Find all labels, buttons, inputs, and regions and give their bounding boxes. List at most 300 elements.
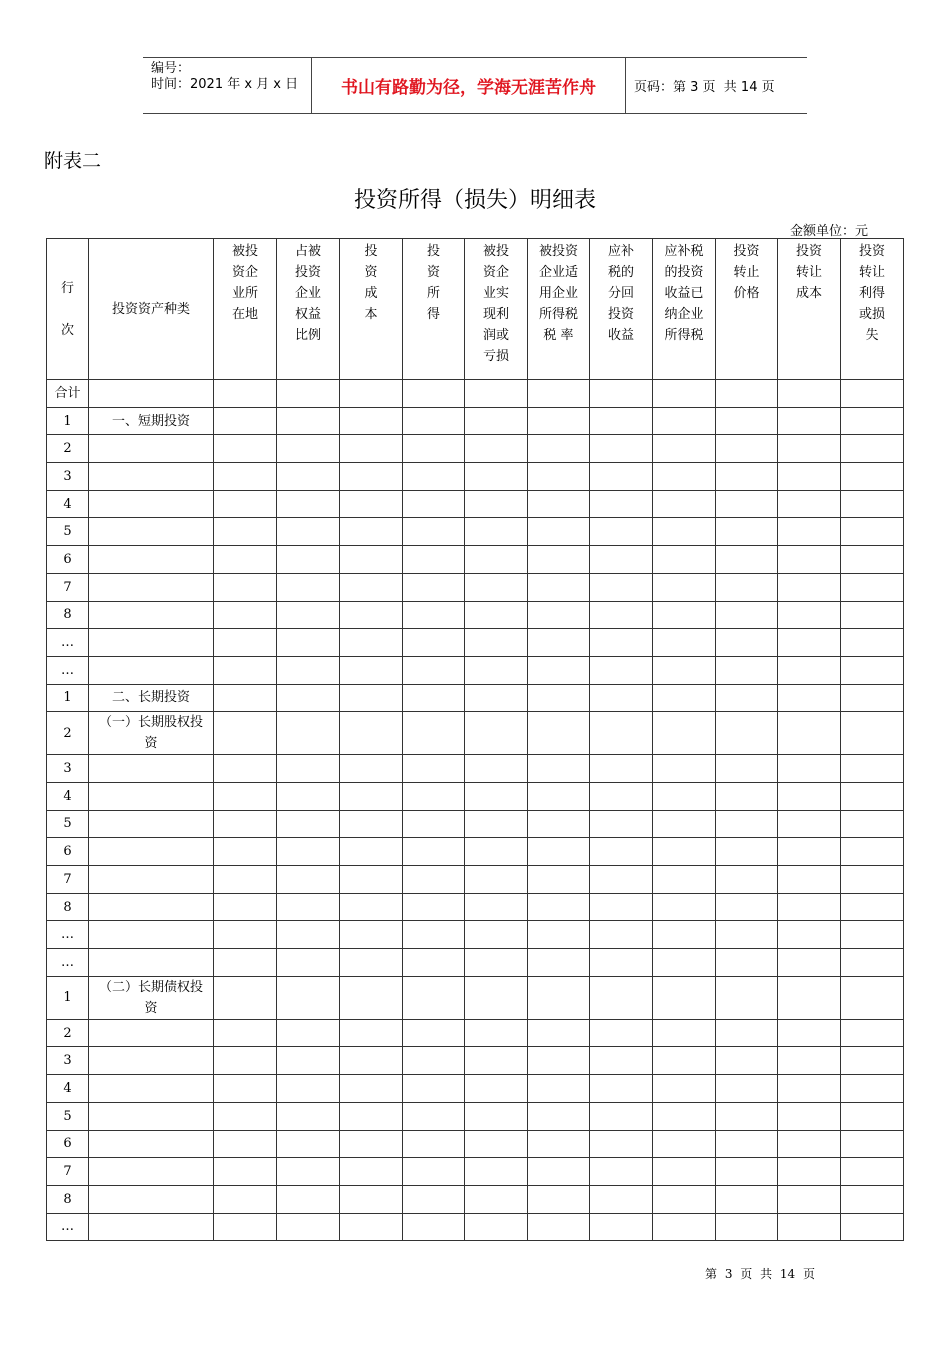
table-cell [590,921,653,949]
table-cell [841,546,904,574]
table-cell [340,407,403,435]
table-cell [590,782,653,810]
table-cell [528,1213,590,1241]
table-cell [716,684,778,712]
table-cell [403,573,465,601]
table-cell [778,782,841,810]
table-row [47,546,904,574]
table-cell [653,380,716,408]
table-cell [716,755,778,783]
table-cell [528,601,590,629]
table-cell [778,712,841,755]
table-cell [590,810,653,838]
table-cell [778,1019,841,1047]
table-cell [653,490,716,518]
header-col-text: 投 资 所 得 [426,244,440,322]
table-cell [716,1075,778,1103]
header-col-1 [214,239,277,380]
table-cell [340,782,403,810]
table-cell [653,656,716,684]
table-cell [590,684,653,712]
row-category [89,866,214,894]
table-cell [778,1158,841,1186]
table-cell [590,893,653,921]
table-cell [528,463,590,491]
table-cell [653,893,716,921]
table-cell [528,684,590,712]
table-cell [340,755,403,783]
table-cell [277,755,340,783]
table-cell [403,893,465,921]
table-cell [716,838,778,866]
table-cell [403,949,465,977]
table-cell [340,712,403,755]
table-cell [590,838,653,866]
table-cell [716,782,778,810]
table-cell [841,656,904,684]
table-cell [465,949,528,977]
table-cell [465,656,528,684]
table-cell [716,546,778,574]
table-cell [340,518,403,546]
table-cell [716,1019,778,1047]
table-cell [778,463,841,491]
table-cell [214,656,277,684]
table-cell [778,1213,841,1241]
table-cell [778,1130,841,1158]
table-cell [528,921,590,949]
table-row [47,712,904,755]
table-cell [465,463,528,491]
table-cell [590,755,653,783]
table-cell [340,490,403,518]
table-cell [653,1102,716,1130]
table-cell [528,573,590,601]
row-number: 合计 [47,380,89,408]
table-cell [528,838,590,866]
table-cell [465,490,528,518]
table-cell [653,1075,716,1103]
table-cell [214,380,277,408]
table-cell [778,601,841,629]
table-cell [340,838,403,866]
header-motto [312,58,626,113]
table-cell [214,755,277,783]
table-cell [716,810,778,838]
table-cell [340,1019,403,1047]
table-cell [590,601,653,629]
row-category [89,893,214,921]
table-cell [778,1185,841,1213]
table-cell [716,1185,778,1213]
table-cell [403,518,465,546]
table-cell [465,976,528,1019]
table-cell [841,921,904,949]
table-cell [340,976,403,1019]
table-cell [590,866,653,894]
table-cell [465,601,528,629]
table-cell [653,976,716,1019]
table-cell [277,546,340,574]
table-cell [403,1047,465,1075]
table-cell [590,656,653,684]
table-cell [528,656,590,684]
table-cell [528,1075,590,1103]
table-cell [590,976,653,1019]
table-header-row [47,239,904,380]
table-cell [590,1213,653,1241]
header-col-9 [716,239,778,380]
table-cell [590,1158,653,1186]
table-cell [653,1019,716,1047]
row-category [89,490,214,518]
table-cell [277,601,340,629]
table-cell [214,1213,277,1241]
table-cell [778,435,841,463]
table-cell [340,546,403,574]
table-cell [214,1158,277,1186]
table-cell [340,1158,403,1186]
table-cell [528,1047,590,1075]
row-category [89,810,214,838]
table-row [47,1213,904,1241]
table-cell [277,380,340,408]
table-cell [590,490,653,518]
table-cell [403,1075,465,1103]
table-cell [214,463,277,491]
header-col-7 [590,239,653,380]
table-cell [214,712,277,755]
table-cell [214,866,277,894]
table-cell [277,838,340,866]
table-cell [214,490,277,518]
table-cell [340,810,403,838]
table-cell [528,518,590,546]
table-cell [340,463,403,491]
table-cell [841,755,904,783]
table-cell [653,866,716,894]
table-cell [590,1047,653,1075]
header-left [143,58,312,113]
table-cell [528,1185,590,1213]
table-row [47,463,904,491]
table-cell [465,1075,528,1103]
table-cell [716,976,778,1019]
table-cell [340,949,403,977]
appendix-label: 附表二 [44,150,102,172]
table-cell [465,546,528,574]
table-cell [528,893,590,921]
table-cell [716,435,778,463]
table-cell [716,1102,778,1130]
table-cell [590,573,653,601]
table-cell [778,629,841,657]
table-cell [214,893,277,921]
table-cell [716,866,778,894]
table-cell [465,629,528,657]
table-cell [465,1102,528,1130]
table-cell [403,435,465,463]
row-number: 8 [47,893,89,921]
row-number: 4 [47,782,89,810]
table-cell [590,380,653,408]
row-number: 2 [47,712,89,755]
table-cell [214,629,277,657]
table-cell [528,712,590,755]
table-cell [653,518,716,546]
table-cell [778,1047,841,1075]
table-cell [214,1019,277,1047]
table-cell [528,546,590,574]
table-cell [465,684,528,712]
row-category [89,755,214,783]
table-cell [716,1047,778,1075]
table-cell [778,976,841,1019]
row-category [89,1102,214,1130]
table-cell [214,601,277,629]
row-number: 5 [47,810,89,838]
table-cell [465,380,528,408]
row-number: 7 [47,866,89,894]
table-cell [403,546,465,574]
table-cell [403,1019,465,1047]
table-cell [841,810,904,838]
row-number: 3 [47,1047,89,1075]
table-cell [841,1185,904,1213]
row-category [89,684,214,712]
table-row [47,782,904,810]
table-cell [214,684,277,712]
table-cell [590,1019,653,1047]
table-row [47,810,904,838]
row-category [89,518,214,546]
table-cell [465,573,528,601]
header-col-2 [277,239,340,380]
row-category [89,782,214,810]
header-motto-text: 书山有路勤为径，学海无涯苦作舟 [341,78,596,98]
table-cell [716,949,778,977]
table-cell [778,866,841,894]
table-cell [465,921,528,949]
table-row [47,407,904,435]
table-cell [340,1075,403,1103]
table-cell [277,1185,340,1213]
table-cell [716,1130,778,1158]
table-cell [653,1130,716,1158]
row-number: 1 [47,684,89,712]
table-cell [340,866,403,894]
table-row [47,518,904,546]
table-cell [277,407,340,435]
page-footer: 第 3 页 共 14 页 [705,1267,815,1281]
table-cell [778,380,841,408]
row-number: 5 [47,1102,89,1130]
row-number: 7 [47,1158,89,1186]
table-cell [465,1158,528,1186]
table-cell [528,866,590,894]
header-col-text: 应补税 的投资 收益已 纳企业 所得税 [664,244,704,343]
table-cell [528,490,590,518]
table-body [47,380,904,1241]
row-number: 2 [47,1019,89,1047]
table-cell [778,1075,841,1103]
page-title: 投资所得（损失）明细表 [353,188,596,213]
table-cell [841,684,904,712]
table-cell [403,490,465,518]
table-cell [653,838,716,866]
table-cell [528,976,590,1019]
table-cell [653,407,716,435]
table-cell [277,976,340,1019]
row-category [89,1130,214,1158]
table-cell [403,921,465,949]
table-cell [716,518,778,546]
table-row [47,976,904,1019]
table-cell [841,1047,904,1075]
table-cell [716,712,778,755]
table-cell [778,949,841,977]
table-cell [465,1019,528,1047]
table-cell [340,1185,403,1213]
table-cell [340,573,403,601]
table-cell [465,1213,528,1241]
table-cell [403,838,465,866]
header-date: 时间：2021 年 x 月 x 日 [151,77,299,92]
table-cell [277,1019,340,1047]
table-cell [277,1158,340,1186]
table-cell [465,1047,528,1075]
table-cell [465,810,528,838]
table-row [47,684,904,712]
table-cell [841,380,904,408]
row-number: 2 [47,435,89,463]
header-col-5 [465,239,528,380]
table-cell [214,1047,277,1075]
row-number: … [47,629,89,657]
page-header [143,57,807,114]
table-cell [340,1047,403,1075]
table-cell [277,1102,340,1130]
header-col-11 [841,239,904,380]
table-cell [841,1158,904,1186]
table-cell [716,629,778,657]
row-category [89,380,214,408]
table-cell [778,546,841,574]
table-cell [340,1213,403,1241]
row-category-text: （二）长期债权投资 [98,979,203,1016]
table-cell [277,490,340,518]
table-cell [277,573,340,601]
row-number: 1 [47,407,89,435]
table-cell [403,684,465,712]
header-col-text: 应补 税的 分回 投资 收益 [607,244,634,343]
row-category [89,573,214,601]
table-cell [403,1158,465,1186]
table-cell [403,629,465,657]
table-cell [778,407,841,435]
table-cell [528,755,590,783]
table-cell [778,755,841,783]
table-cell [465,712,528,755]
table-cell [277,629,340,657]
row-category [89,838,214,866]
table-cell [528,380,590,408]
row-category [89,601,214,629]
table-row [47,601,904,629]
table-cell [716,490,778,518]
table-cell [403,1130,465,1158]
table-row [47,949,904,977]
row-category [89,629,214,657]
table-cell [590,1130,653,1158]
table-cell [403,1213,465,1241]
table-cell [403,810,465,838]
table-cell [277,518,340,546]
table-cell [528,1102,590,1130]
table-row [47,838,904,866]
table-cell [590,435,653,463]
table-cell [465,1185,528,1213]
table-cell [778,518,841,546]
table-cell [841,490,904,518]
table-cell [214,1185,277,1213]
table-cell [778,490,841,518]
table-cell [277,810,340,838]
table-cell [214,518,277,546]
table-cell [340,1130,403,1158]
table-cell [841,1213,904,1241]
header-page-info [626,58,807,113]
row-number: 8 [47,1185,89,1213]
table-cell [465,866,528,894]
header-col-text: 投 资 成 本 [364,244,378,322]
table-cell [841,573,904,601]
table-cell [590,518,653,546]
table-cell [214,435,277,463]
row-category [89,546,214,574]
table-cell [403,601,465,629]
table-cell [403,866,465,894]
table-row [47,1130,904,1158]
table-cell [465,838,528,866]
table-cell [841,463,904,491]
table-cell [403,755,465,783]
table-cell [403,656,465,684]
row-number: 3 [47,463,89,491]
table-cell [653,921,716,949]
row-category [89,1213,214,1241]
table-cell [653,755,716,783]
table-cell [214,546,277,574]
table-cell [403,463,465,491]
table-cell [841,601,904,629]
table-cell [214,810,277,838]
table-cell [590,629,653,657]
table-cell [340,435,403,463]
table-cell [590,712,653,755]
header-col-text: 投资 转让 成本 [795,244,822,301]
table-cell [214,921,277,949]
table-row [47,1075,904,1103]
table-row [47,1185,904,1213]
table-cell [590,1075,653,1103]
table-cell [340,629,403,657]
table-cell [403,782,465,810]
header-col-8 [653,239,716,380]
row-number: 5 [47,518,89,546]
table-cell [841,976,904,1019]
header-category-text: 投资资产种类 [111,301,190,317]
